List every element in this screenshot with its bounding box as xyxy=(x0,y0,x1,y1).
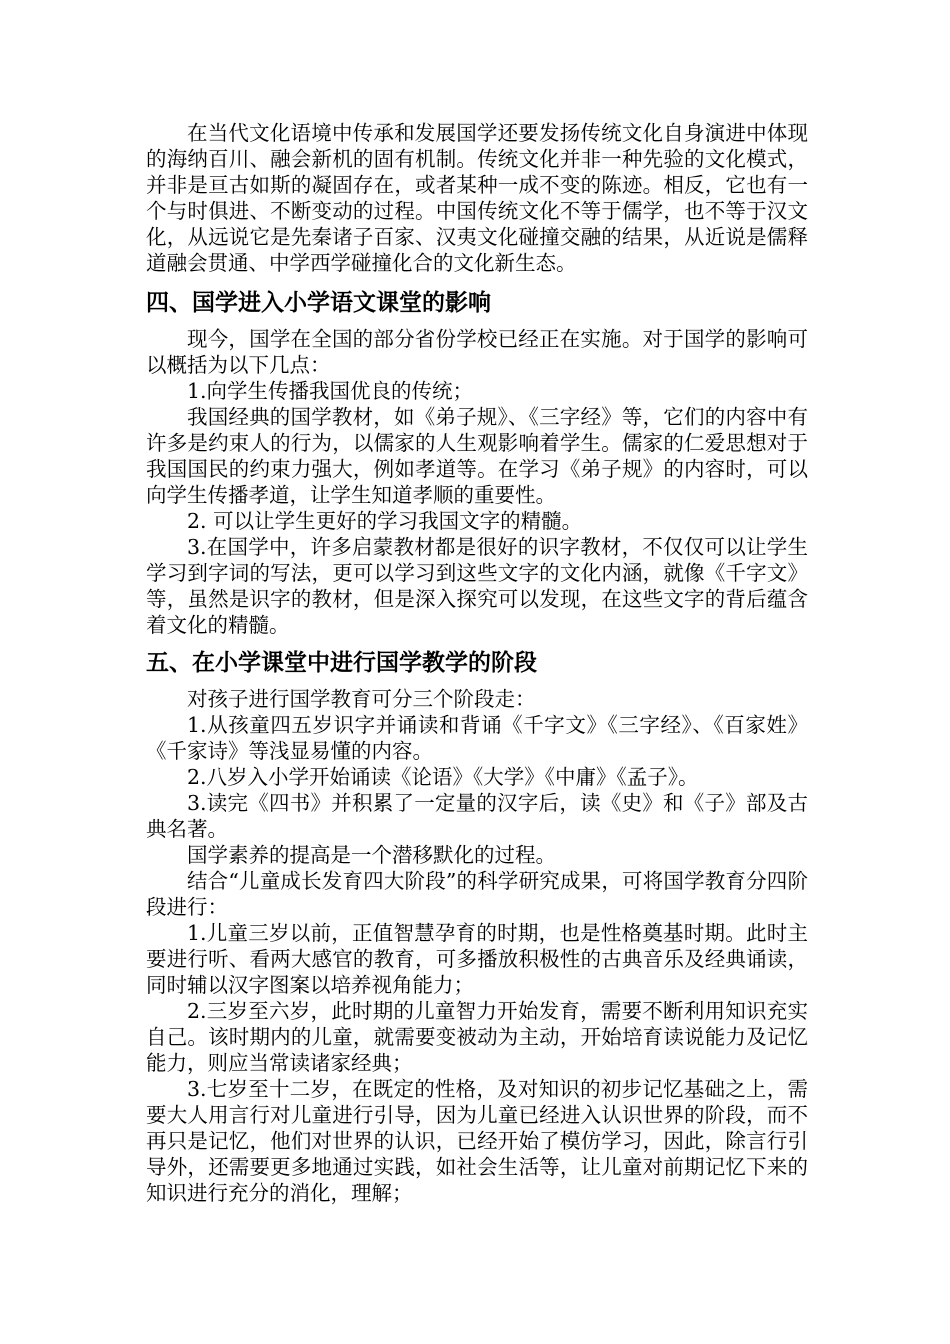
list-item: 1.向学生传播我国优良的传统； xyxy=(187,379,474,403)
document-page xyxy=(146,120,808,1206)
list-item: 2.八岁入小学开始诵读《论语》《大学》《中庸》《孟子》。 xyxy=(187,765,699,789)
list-item: 2.三岁至六岁，此时期的儿童智力开始发育，需要不断利用知识充实自己。该时期内的儿童，就需要变被动为主动，开始培育读说能力及记忆能力，则应当常读诸家经典； xyxy=(146,999,808,1075)
body-paragraph: 在当代文化语境中传承和发展国学还要发扬传统文化自身演进中体现的海纳百川、融会新机的固有机制。传统文化并非一种先验的文化模式，并非是亘古如斯的凝固存在，或者某种一成不变的陈迹。相反，它也有一个与时俱进、不断变动的过程。中国传统文化不等于儒学，也不等于汉文化，从远说它是先秦诸子百家、汉夷文化碰撞交融的结果，从近说是儒释道融会贯通、中学西学碰撞化合的文化新生态。 xyxy=(146,121,808,275)
list-item: 1.儿童三岁以前，正值智慧孕育的时期，也是性格奠基时期。此时主要进行听、看两大感官的教育，可多播放积极性的古典音乐及经典诵读，同时辅以汉字图案以培养视角能力； xyxy=(146,921,808,997)
body-paragraph: 国学素养的提高是一个潜移默化的过程。 xyxy=(187,843,556,867)
section-heading-5: 五、在小学课堂中进行国学教学的阶段 xyxy=(146,650,537,676)
list-item: 2. 可以让学生更好的学习我国文字的精髓。 xyxy=(187,509,583,533)
section-heading-4: 四、国学进入小学语文课堂的影响 xyxy=(146,290,491,316)
body-paragraph: 结合“儿童成长发育四大阶段”的科学研究成果，可将国学教育分四阶段进行： xyxy=(146,869,808,919)
list-item: 3.读完《四书》并积累了一定量的汉字后，读《史》和《子》部及古典名著。 xyxy=(146,791,808,841)
body-paragraph: 现今，国学在全国的部分省份学校已经正在实施。对于国学的影响可以概括为以下几点： xyxy=(146,327,808,377)
list-item: 3.七岁至十二岁，在既定的性格，及对知识的初步记忆基础之上，需要大人用言行对儿童进行引导，因为儿童已经进入认识世界的阶段，而不再只是记忆，他们对世界的认识，已经开始了模仿学习，因此，除言行引导外，还需要更多地通过实践，如社会生活等，让儿童对前期记忆下来的知识进行充分的消化，理解； xyxy=(146,1077,808,1205)
body-paragraph: 我国经典的国学教材，如《弟子规》、《三字经》等，它们的内容中有许多是约束人的行为，以儒家的人生观影响着学生。儒家的仁爱思想对于我国国民的约束力强大，例如孝道等。在学习《弟子规》的内容时，可以向学生传播孝道，让学生知道孝顺的重要性。 xyxy=(146,405,808,507)
list-item: 1.从孩童四五岁识字并诵读和背诵《千字文》《三字经》、《百家姓》《千家诗》等浅显易懂的内容。 xyxy=(146,713,808,763)
list-item: 3.在国学中，许多启蒙教材都是很好的识字教材，不仅仅可以让学生学习到字词的写法，更可以学习到这些文字的文化内涵，就像《千字文》等，虽然是识字的教材，但是深入探究可以发现，在这些文字的背后蕴含着文化的精髓。 xyxy=(146,535,808,637)
body-paragraph: 对孩子进行国学教育可分三个阶段走： xyxy=(187,687,536,711)
